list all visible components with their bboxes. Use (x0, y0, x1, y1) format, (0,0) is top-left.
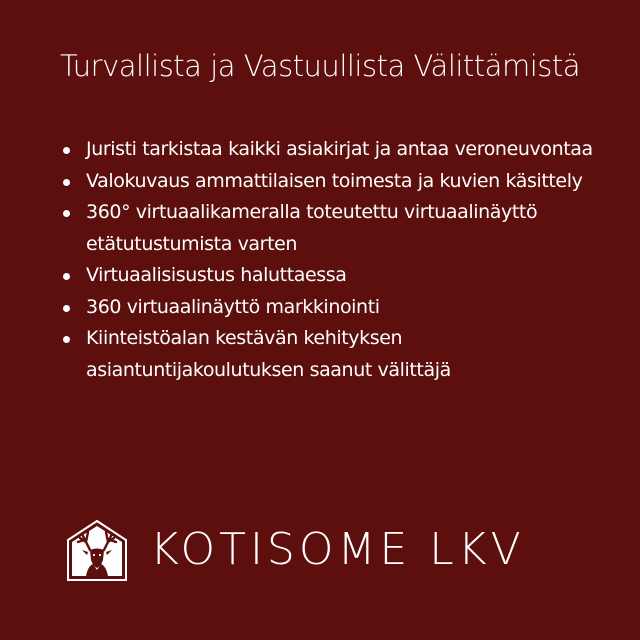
brand-logo (66, 518, 525, 582)
list-item: 360 virtuaalinäyttö markkinointi (62, 292, 602, 324)
list-item: Kiinteistöalan kestävän kehityksen asiantuntijakoulutuksen saanut välittäjä (62, 323, 602, 386)
list-item: 360° virtuaalikameralla toteutettu virtuaalinäyttö etätutustumista varten (62, 197, 602, 260)
brand-name: KOTISOME LKV (150, 524, 525, 575)
deer-house-icon (66, 518, 128, 582)
page-title: Turvallista ja Vastuullista Välittämistä (59, 49, 580, 83)
list-item: Juristi tarkistaa kaikki asiakirjat ja antaa veroneuvontaa (62, 134, 602, 166)
feature-list (62, 134, 602, 386)
list-item: Valokuvaus ammattilaisen toimesta ja kuvien käsittely (62, 166, 602, 198)
list-item: Virtuaalisisustus haluttaessa (62, 260, 602, 292)
